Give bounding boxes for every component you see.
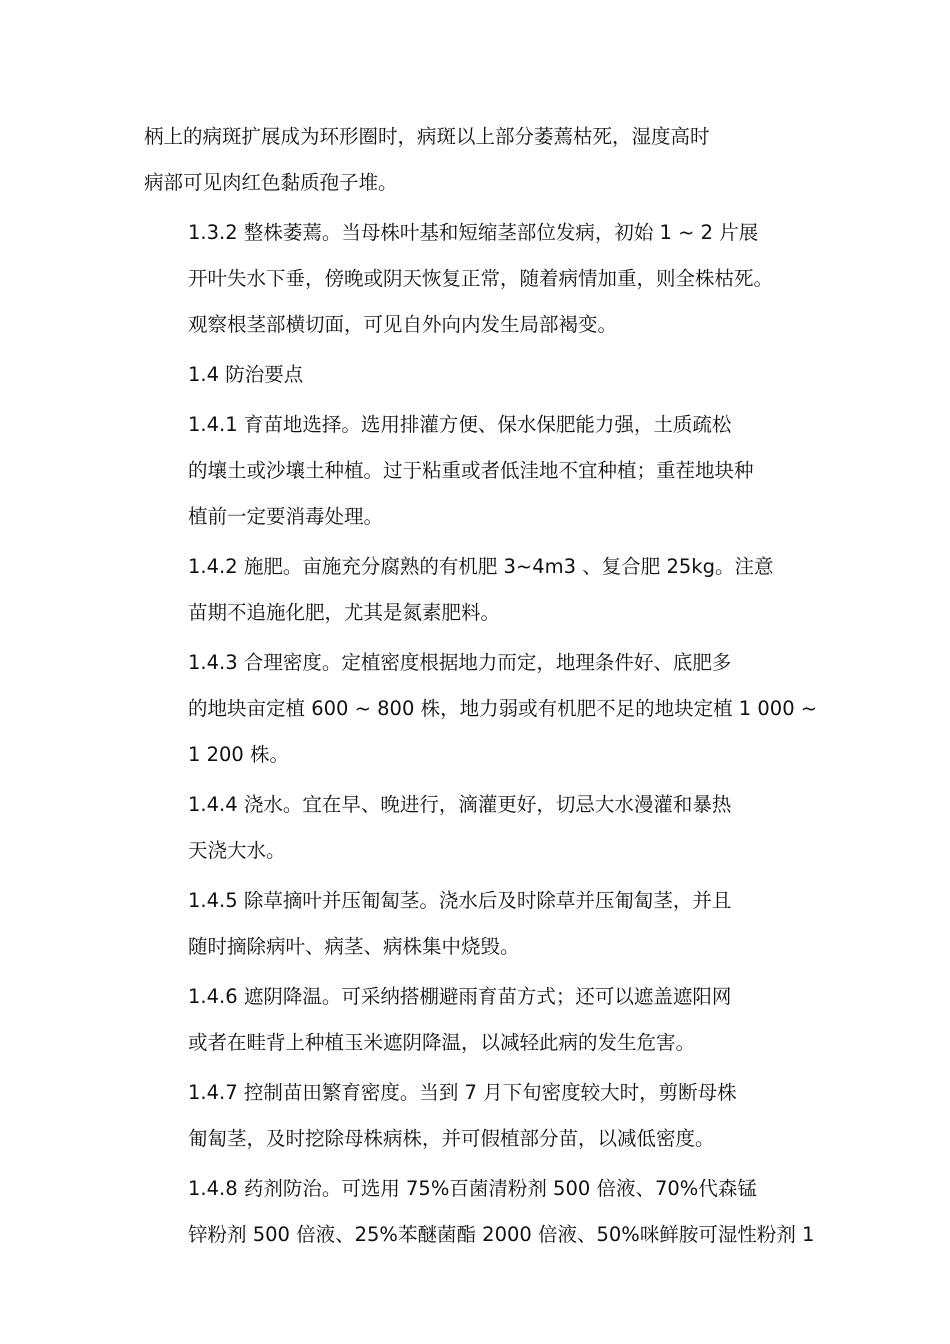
text-line: 病部可见肉红色黏质孢子堆。 xyxy=(144,171,398,194)
text-line: 1.4.4 浇水。宜在早、晚进行，滴灌更好，切忌大水漫灌和暴热 xyxy=(188,793,732,816)
paragraph-1-4-5 xyxy=(144,878,812,970)
section-heading-1-4 xyxy=(144,352,812,398)
text-line: 1.4.1 育苗地选择。选用排灌方便、保水保肥能力强，土质疏松 xyxy=(188,413,732,436)
text-line: 天浇大水。 xyxy=(188,839,286,862)
text-line: 锌粉剂 500 倍液、25%苯醚菌酯 2000 倍液、50%咪鲜胺可湿性粉剂 1 xyxy=(188,1223,815,1246)
paragraph-1-4-6 xyxy=(144,974,812,1066)
text-line: 1.4.6 遮阴降温。可采纳搭棚避雨育苗方式；还可以遮盖遮阳网 xyxy=(188,985,732,1008)
text-line: 1.4.3 合理密度。定植密度根据地力而定，地理条件好、底肥多 xyxy=(188,651,732,674)
text-line: 1.4.7 控制苗田繁育密度。当到 7 月下旬密度较大时，剪断母株 xyxy=(188,1081,737,1104)
paragraph-1-4-3 xyxy=(144,640,818,778)
text-line: 1.4.2 施肥。亩施充分腐熟的有机肥 3~4m3 、复合肥 25kg。注意 xyxy=(188,555,774,578)
text-line: 开叶失水下垂，傍晚或阴天恢复正常，随着病情加重，则全株枯死。 xyxy=(188,267,774,290)
text-line: 匍匐茎，及时挖除母株病株，并可假植部分苗，以减低密度。 xyxy=(188,1127,715,1150)
text-line: 1.3.2 整株萎蔫。当母株叶基和短缩茎部位发病，初始 1 ~ 2 片展 xyxy=(188,221,759,244)
text-line: 植前一定要消毒处理。 xyxy=(188,505,384,528)
text-line: 随时摘除病叶、病茎、病株集中烧毁。 xyxy=(188,935,520,958)
text-line: 苗期不追施化肥，尤其是氮素肥料。 xyxy=(188,601,501,624)
paragraph-continuation xyxy=(144,114,812,206)
document-body xyxy=(144,114,818,1262)
paragraph-1-4-7 xyxy=(144,1070,812,1162)
heading-text: 1.4 防治要点 xyxy=(188,363,304,386)
text-line: 或者在畦背上种植玉米遮阴降温，以减轻此病的发生危害。 xyxy=(188,1031,696,1054)
text-line: 柄上的病斑扩展成为环形圈时，病斑以上部分萎蔫枯死，湿度高时 xyxy=(144,125,710,148)
text-line: 1 200 株。 xyxy=(188,743,290,766)
text-line: 1.4.8 药剂防治。可选用 75%百菌清粉剂 500 倍液、70%代森锰 xyxy=(188,1177,757,1200)
paragraph-1-4-2 xyxy=(144,544,812,636)
text-line: 的壤土或沙壤土种植。过于粘重或者低洼地不宜种植；重茬地块种 xyxy=(188,459,754,482)
paragraph-1-4-1 xyxy=(144,402,812,540)
paragraph-1-3-2 xyxy=(144,210,812,348)
text-line: 1.4.5 除草摘叶并压匍匐茎。浇水后及时除草并压匍匐茎，并且 xyxy=(188,889,732,912)
paragraph-1-4-4 xyxy=(144,782,812,874)
text-line: 观察根茎部横切面，可见自外向内发生局部褐变。 xyxy=(188,313,618,336)
paragraph-1-4-8 xyxy=(144,1166,815,1258)
text-line: 的地块亩定植 600 ~ 800 株，地力弱或有机肥不足的地块定植 1 000 ~ xyxy=(188,697,818,720)
